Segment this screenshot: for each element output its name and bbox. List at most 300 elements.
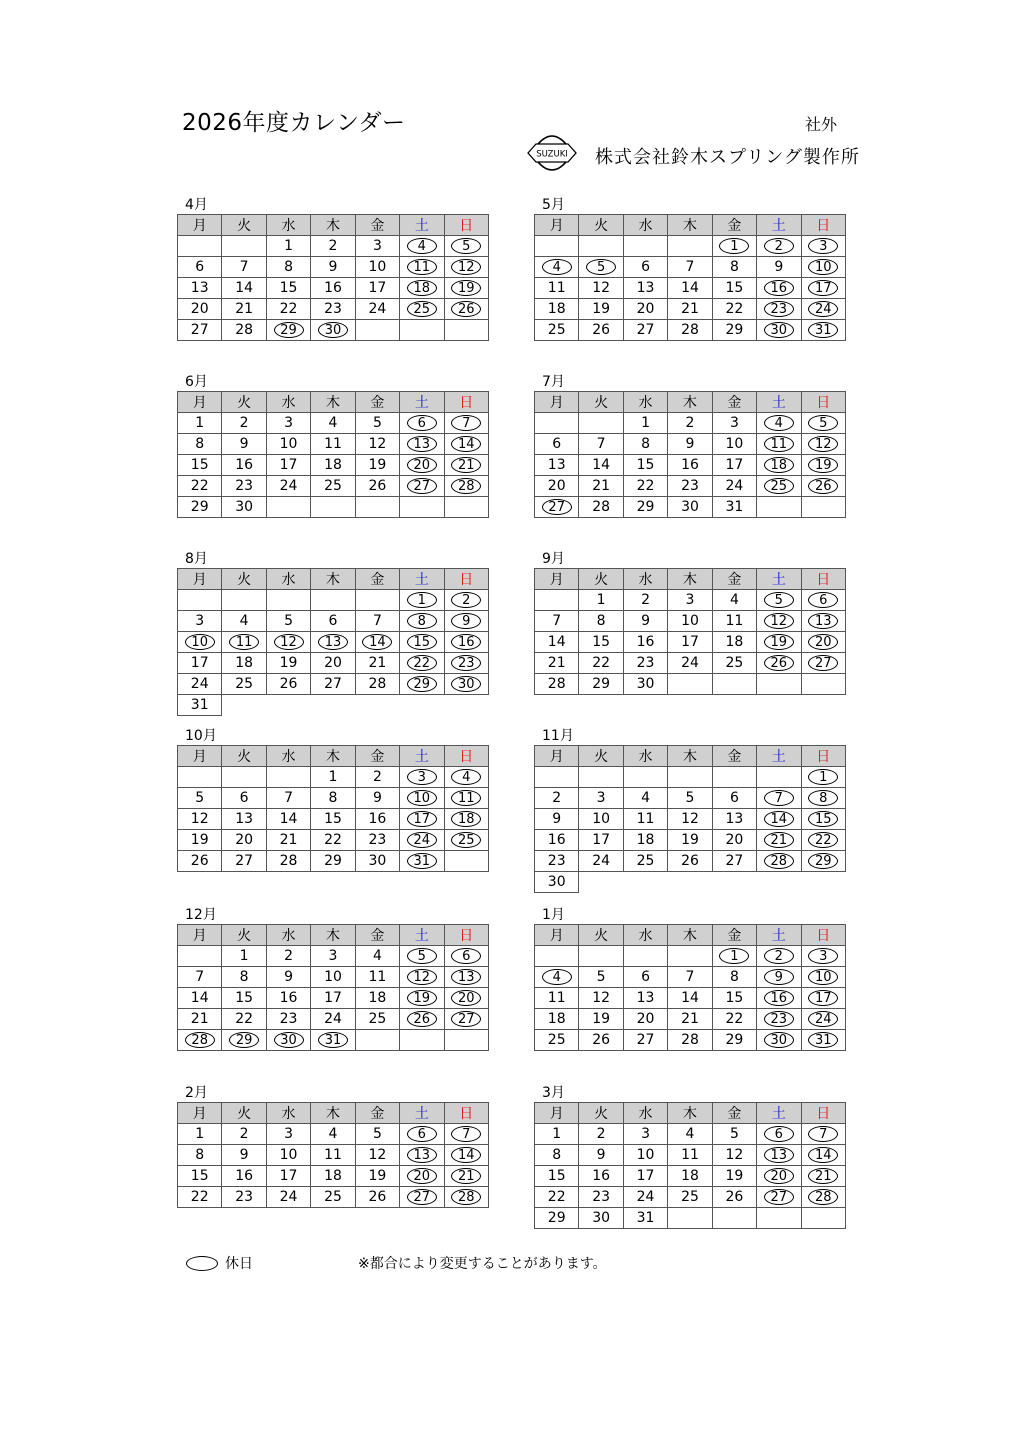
week-row <box>178 830 489 851</box>
day-cell: 26 <box>712 1187 756 1208</box>
holiday-day: 21 <box>808 1168 838 1184</box>
day-cell: 28 <box>535 674 579 695</box>
day-cell <box>444 611 488 632</box>
day-cell: 20 <box>623 1009 667 1030</box>
day-cell: 4 <box>668 1124 712 1145</box>
day-cell: 9 <box>222 434 266 455</box>
empty-day-cell <box>535 946 579 967</box>
day-cell <box>444 946 488 967</box>
day-cell: 13 <box>222 809 266 830</box>
month-label: 1月 <box>542 907 565 923</box>
day-cell <box>801 236 845 257</box>
day-cell <box>400 257 444 278</box>
empty-day-cell <box>757 497 801 518</box>
day-cell: 3 <box>668 590 712 611</box>
day-cell <box>801 611 845 632</box>
holiday-day: 7 <box>451 1126 481 1142</box>
holiday-day: 12 <box>808 436 838 452</box>
weekday-header: 木 <box>311 392 355 413</box>
empty-day-cell <box>579 236 623 257</box>
day-cell <box>757 851 801 872</box>
month-label: 6月 <box>185 374 208 390</box>
day-cell: 11 <box>535 278 579 299</box>
holiday-day: 19 <box>808 457 838 473</box>
day-cell: 10 <box>266 434 310 455</box>
weekday-header: 月 <box>535 569 579 590</box>
day-cell <box>178 1030 222 1051</box>
holiday-day: 6 <box>808 592 838 608</box>
holiday-day: 1 <box>719 948 749 964</box>
weekday-header: 土 <box>757 1103 801 1124</box>
weekday-header: 日 <box>444 746 488 767</box>
holiday-day: 9 <box>764 969 794 985</box>
day-cell <box>400 674 444 695</box>
holiday-day: 5 <box>764 592 794 608</box>
holiday-legend-icon <box>186 1256 218 1271</box>
week-row <box>535 497 846 518</box>
holiday-day: 17 <box>407 811 437 827</box>
blank-cell <box>623 872 667 893</box>
empty-day-cell <box>444 320 488 341</box>
day-cell: 11 <box>355 967 399 988</box>
day-cell <box>355 632 399 653</box>
empty-day-cell <box>757 674 801 695</box>
day-cell <box>400 1187 444 1208</box>
day-cell: 16 <box>222 1166 266 1187</box>
holiday-day: 25 <box>451 832 481 848</box>
month-table <box>177 1102 489 1208</box>
day-cell: 1 <box>535 1124 579 1145</box>
day-cell <box>801 1030 845 1051</box>
weekday-header: 土 <box>757 569 801 590</box>
day-cell: 3 <box>623 1124 667 1145</box>
day-cell: 25 <box>311 476 355 497</box>
day-cell <box>178 632 222 653</box>
blank-cell <box>400 695 444 716</box>
weekday-header: 金 <box>712 925 756 946</box>
holiday-legend-label: 休日 <box>225 1256 253 1272</box>
page-title: 2026年度カレンダー <box>182 110 406 136</box>
day-cell: 25 <box>535 320 579 341</box>
weekday-header: 火 <box>579 925 623 946</box>
day-cell: 7 <box>668 967 712 988</box>
day-cell <box>444 590 488 611</box>
weekday-header: 土 <box>400 1103 444 1124</box>
weekday-header: 日 <box>444 569 488 590</box>
day-cell: 23 <box>222 476 266 497</box>
week-row <box>535 767 846 788</box>
holiday-day: 2 <box>764 948 794 964</box>
day-cell: 2 <box>266 946 310 967</box>
holiday-day: 19 <box>764 634 794 650</box>
day-cell: 6 <box>623 257 667 278</box>
day-cell: 19 <box>355 1166 399 1187</box>
day-cell: 29 <box>712 1030 756 1051</box>
day-cell: 17 <box>668 632 712 653</box>
day-cell: 21 <box>668 1009 712 1030</box>
day-cell: 20 <box>623 299 667 320</box>
holiday-day: 11 <box>407 259 437 275</box>
day-cell: 25 <box>222 674 266 695</box>
weekday-header: 月 <box>178 925 222 946</box>
day-cell: 2 <box>579 1124 623 1145</box>
empty-day-cell <box>222 590 266 611</box>
day-cell <box>801 653 845 674</box>
day-cell: 26 <box>668 851 712 872</box>
day-cell: 3 <box>712 413 756 434</box>
day-cell: 13 <box>712 809 756 830</box>
day-cell: 30 <box>355 851 399 872</box>
day-cell <box>444 1124 488 1145</box>
day-cell: 18 <box>311 1166 355 1187</box>
holiday-day: 8 <box>407 613 437 629</box>
day-cell: 15 <box>311 809 355 830</box>
holiday-day: 27 <box>451 1011 481 1027</box>
day-cell: 21 <box>266 830 310 851</box>
day-cell <box>400 476 444 497</box>
day-cell <box>757 590 801 611</box>
day-cell: 23 <box>535 851 579 872</box>
day-cell <box>801 851 845 872</box>
day-cell: 8 <box>311 788 355 809</box>
day-cell: 10 <box>712 434 756 455</box>
day-cell <box>757 1145 801 1166</box>
day-cell: 19 <box>266 653 310 674</box>
day-cell <box>801 946 845 967</box>
holiday-day: 3 <box>808 238 838 254</box>
holiday-day: 31 <box>407 853 437 869</box>
week-row <box>178 278 489 299</box>
empty-day-cell <box>579 767 623 788</box>
weekday-header: 火 <box>222 569 266 590</box>
week-row <box>535 632 846 653</box>
day-cell <box>801 632 845 653</box>
day-cell <box>444 632 488 653</box>
day-cell <box>311 632 355 653</box>
day-cell: 13 <box>535 455 579 476</box>
week-row <box>178 455 489 476</box>
day-cell <box>757 632 801 653</box>
week-row <box>535 809 846 830</box>
holiday-day: 15 <box>808 811 838 827</box>
week-row <box>535 590 846 611</box>
week-row <box>535 455 846 476</box>
day-cell: 18 <box>535 1009 579 1030</box>
day-cell: 26 <box>579 1030 623 1051</box>
day-cell: 24 <box>668 653 712 674</box>
day-cell: 25 <box>311 1187 355 1208</box>
day-cell: 22 <box>178 476 222 497</box>
day-cell <box>757 434 801 455</box>
weekday-header: 土 <box>400 392 444 413</box>
day-cell: 4 <box>712 590 756 611</box>
week-row <box>178 632 489 653</box>
weekday-header: 火 <box>579 1103 623 1124</box>
weekday-header: 月 <box>178 1103 222 1124</box>
empty-day-cell <box>668 674 712 695</box>
holiday-day: 16 <box>764 280 794 296</box>
holiday-day: 30 <box>318 322 348 338</box>
week-row <box>178 236 489 257</box>
holiday-day: 26 <box>451 301 481 317</box>
day-cell <box>444 1166 488 1187</box>
day-cell <box>444 476 488 497</box>
day-cell: 2 <box>668 413 712 434</box>
month-calendar <box>177 727 489 872</box>
day-cell: 9 <box>311 257 355 278</box>
month-table <box>534 745 846 893</box>
day-cell: 19 <box>355 455 399 476</box>
day-cell: 29 <box>311 851 355 872</box>
holiday-day: 23 <box>451 655 481 671</box>
day-cell: 26 <box>266 674 310 695</box>
day-cell <box>400 988 444 1009</box>
day-cell <box>535 497 579 518</box>
week-row <box>535 674 846 695</box>
day-cell: 1 <box>178 413 222 434</box>
month-label: 4月 <box>185 197 208 213</box>
month-table <box>177 568 489 716</box>
holiday-day: 9 <box>451 613 481 629</box>
day-cell: 28 <box>222 320 266 341</box>
holiday-day: 4 <box>542 259 572 275</box>
day-cell: 13 <box>623 988 667 1009</box>
day-cell <box>757 476 801 497</box>
day-cell <box>311 1030 355 1051</box>
holiday-day: 28 <box>764 853 794 869</box>
holiday-day: 5 <box>586 259 616 275</box>
day-cell: 23 <box>623 653 667 674</box>
day-cell <box>801 1009 845 1030</box>
day-cell: 14 <box>535 632 579 653</box>
weekday-header: 金 <box>355 925 399 946</box>
holiday-day: 4 <box>542 969 572 985</box>
holiday-day: 30 <box>451 676 481 692</box>
day-cell: 14 <box>579 455 623 476</box>
weekday-header: 木 <box>668 569 712 590</box>
day-cell <box>444 788 488 809</box>
day-cell: 20 <box>535 476 579 497</box>
week-row <box>535 1009 846 1030</box>
holiday-day: 10 <box>808 969 838 985</box>
day-cell: 3 <box>355 236 399 257</box>
empty-day-cell <box>579 946 623 967</box>
weekday-header: 月 <box>178 392 222 413</box>
day-cell: 9 <box>355 788 399 809</box>
week-row <box>178 967 489 988</box>
empty-day-cell <box>535 413 579 434</box>
empty-day-cell <box>444 851 488 872</box>
day-cell: 14 <box>668 988 712 1009</box>
day-cell: 10 <box>623 1145 667 1166</box>
weekday-header: 月 <box>178 746 222 767</box>
day-cell <box>400 830 444 851</box>
day-cell <box>400 1145 444 1166</box>
day-cell <box>757 946 801 967</box>
weekday-header: 月 <box>535 925 579 946</box>
empty-day-cell <box>311 497 355 518</box>
day-cell <box>400 851 444 872</box>
day-cell: 22 <box>712 1009 756 1030</box>
week-row <box>178 1124 489 1145</box>
day-cell: 20 <box>178 299 222 320</box>
week-row <box>535 320 846 341</box>
holiday-day: 7 <box>764 790 794 806</box>
holiday-day: 30 <box>764 322 794 338</box>
day-cell: 22 <box>712 299 756 320</box>
day-cell: 1 <box>178 1124 222 1145</box>
day-cell: 7 <box>355 611 399 632</box>
holiday-day: 10 <box>407 790 437 806</box>
week-row <box>535 946 846 967</box>
day-cell <box>222 1030 266 1051</box>
holiday-day: 7 <box>451 415 481 431</box>
day-cell: 31 <box>712 497 756 518</box>
empty-day-cell <box>178 236 222 257</box>
holiday-day: 11 <box>451 790 481 806</box>
month-calendar <box>177 1084 489 1208</box>
holiday-day: 20 <box>764 1168 794 1184</box>
day-cell: 24 <box>178 674 222 695</box>
holiday-day: 28 <box>451 478 481 494</box>
day-cell <box>757 611 801 632</box>
day-cell: 26 <box>178 851 222 872</box>
day-cell: 4 <box>311 413 355 434</box>
day-cell: 8 <box>535 1145 579 1166</box>
day-cell <box>757 967 801 988</box>
day-cell: 19 <box>178 830 222 851</box>
day-cell <box>801 257 845 278</box>
day-cell: 26 <box>579 320 623 341</box>
day-cell: 27 <box>712 851 756 872</box>
day-cell <box>579 257 623 278</box>
empty-day-cell <box>222 236 266 257</box>
empty-day-cell <box>623 767 667 788</box>
month-table <box>534 924 846 1051</box>
weekday-header: 土 <box>757 925 801 946</box>
holiday-day: 31 <box>808 1032 838 1048</box>
day-cell: 19 <box>579 299 623 320</box>
day-cell: 3 <box>579 788 623 809</box>
weekday-header: 木 <box>311 746 355 767</box>
day-cell: 15 <box>623 455 667 476</box>
day-cell: 6 <box>623 967 667 988</box>
holiday-day: 24 <box>407 832 437 848</box>
weekday-header: 水 <box>266 925 310 946</box>
weekday-header: 火 <box>222 925 266 946</box>
weekday-header: 金 <box>712 746 756 767</box>
holiday-day: 27 <box>407 1189 437 1205</box>
day-cell: 27 <box>311 674 355 695</box>
day-cell: 22 <box>222 1009 266 1030</box>
day-cell: 25 <box>712 653 756 674</box>
day-cell: 16 <box>535 830 579 851</box>
day-cell: 17 <box>266 455 310 476</box>
week-row <box>178 788 489 809</box>
day-cell: 3 <box>178 611 222 632</box>
company-name: 株式会社鈴木スプリング製作所 <box>595 147 860 168</box>
day-cell <box>444 299 488 320</box>
holiday-day: 18 <box>407 280 437 296</box>
day-cell: 18 <box>623 830 667 851</box>
weekday-header: 木 <box>668 215 712 236</box>
month-calendar <box>177 550 489 716</box>
weekday-header: 月 <box>535 746 579 767</box>
day-cell: 31 <box>178 695 222 716</box>
day-cell: 6 <box>311 611 355 632</box>
empty-day-cell <box>801 497 845 518</box>
day-cell <box>266 632 310 653</box>
weekday-header: 水 <box>623 569 667 590</box>
day-cell <box>757 653 801 674</box>
empty-day-cell <box>668 946 712 967</box>
holiday-day: 12 <box>274 634 304 650</box>
holiday-day: 17 <box>808 280 838 296</box>
weekday-header: 金 <box>355 392 399 413</box>
holiday-day: 14 <box>764 811 794 827</box>
day-cell <box>757 299 801 320</box>
day-cell: 5 <box>355 413 399 434</box>
empty-day-cell <box>535 767 579 788</box>
day-cell: 8 <box>178 1145 222 1166</box>
day-cell <box>400 455 444 476</box>
day-cell: 29 <box>623 497 667 518</box>
day-cell: 24 <box>623 1187 667 1208</box>
day-cell: 9 <box>535 809 579 830</box>
blank-cell <box>266 695 310 716</box>
day-cell: 4 <box>623 788 667 809</box>
day-cell: 24 <box>266 1187 310 1208</box>
day-cell: 3 <box>266 413 310 434</box>
holiday-day: 6 <box>407 1126 437 1142</box>
month-table <box>534 568 846 695</box>
day-cell <box>757 413 801 434</box>
logo-text: SUZUKI <box>536 149 568 160</box>
weekday-header: 火 <box>579 215 623 236</box>
day-cell: 28 <box>668 320 712 341</box>
weekday-header: 火 <box>579 746 623 767</box>
day-cell: 15 <box>178 455 222 476</box>
week-row <box>178 1145 489 1166</box>
weekday-header: 木 <box>668 925 712 946</box>
month-table <box>534 391 846 518</box>
holiday-day: 13 <box>407 1147 437 1163</box>
day-cell: 8 <box>579 611 623 632</box>
day-cell <box>535 967 579 988</box>
week-row <box>535 278 846 299</box>
day-cell: 9 <box>668 434 712 455</box>
distribution-label: 社外 <box>805 115 838 134</box>
day-cell: 2 <box>535 788 579 809</box>
week-row <box>178 695 489 716</box>
day-cell <box>757 236 801 257</box>
day-cell: 15 <box>266 278 310 299</box>
day-cell: 28 <box>668 1030 712 1051</box>
weekday-header: 水 <box>623 746 667 767</box>
week-row <box>535 967 846 988</box>
day-cell <box>757 1009 801 1030</box>
day-cell: 21 <box>535 653 579 674</box>
month-table <box>534 1102 846 1229</box>
holiday-day: 8 <box>808 790 838 806</box>
day-cell: 12 <box>178 809 222 830</box>
day-cell <box>400 653 444 674</box>
holiday-day: 21 <box>451 1168 481 1184</box>
day-cell: 5 <box>266 611 310 632</box>
empty-day-cell <box>400 320 444 341</box>
day-cell <box>444 967 488 988</box>
holiday-day: 28 <box>185 1032 215 1048</box>
